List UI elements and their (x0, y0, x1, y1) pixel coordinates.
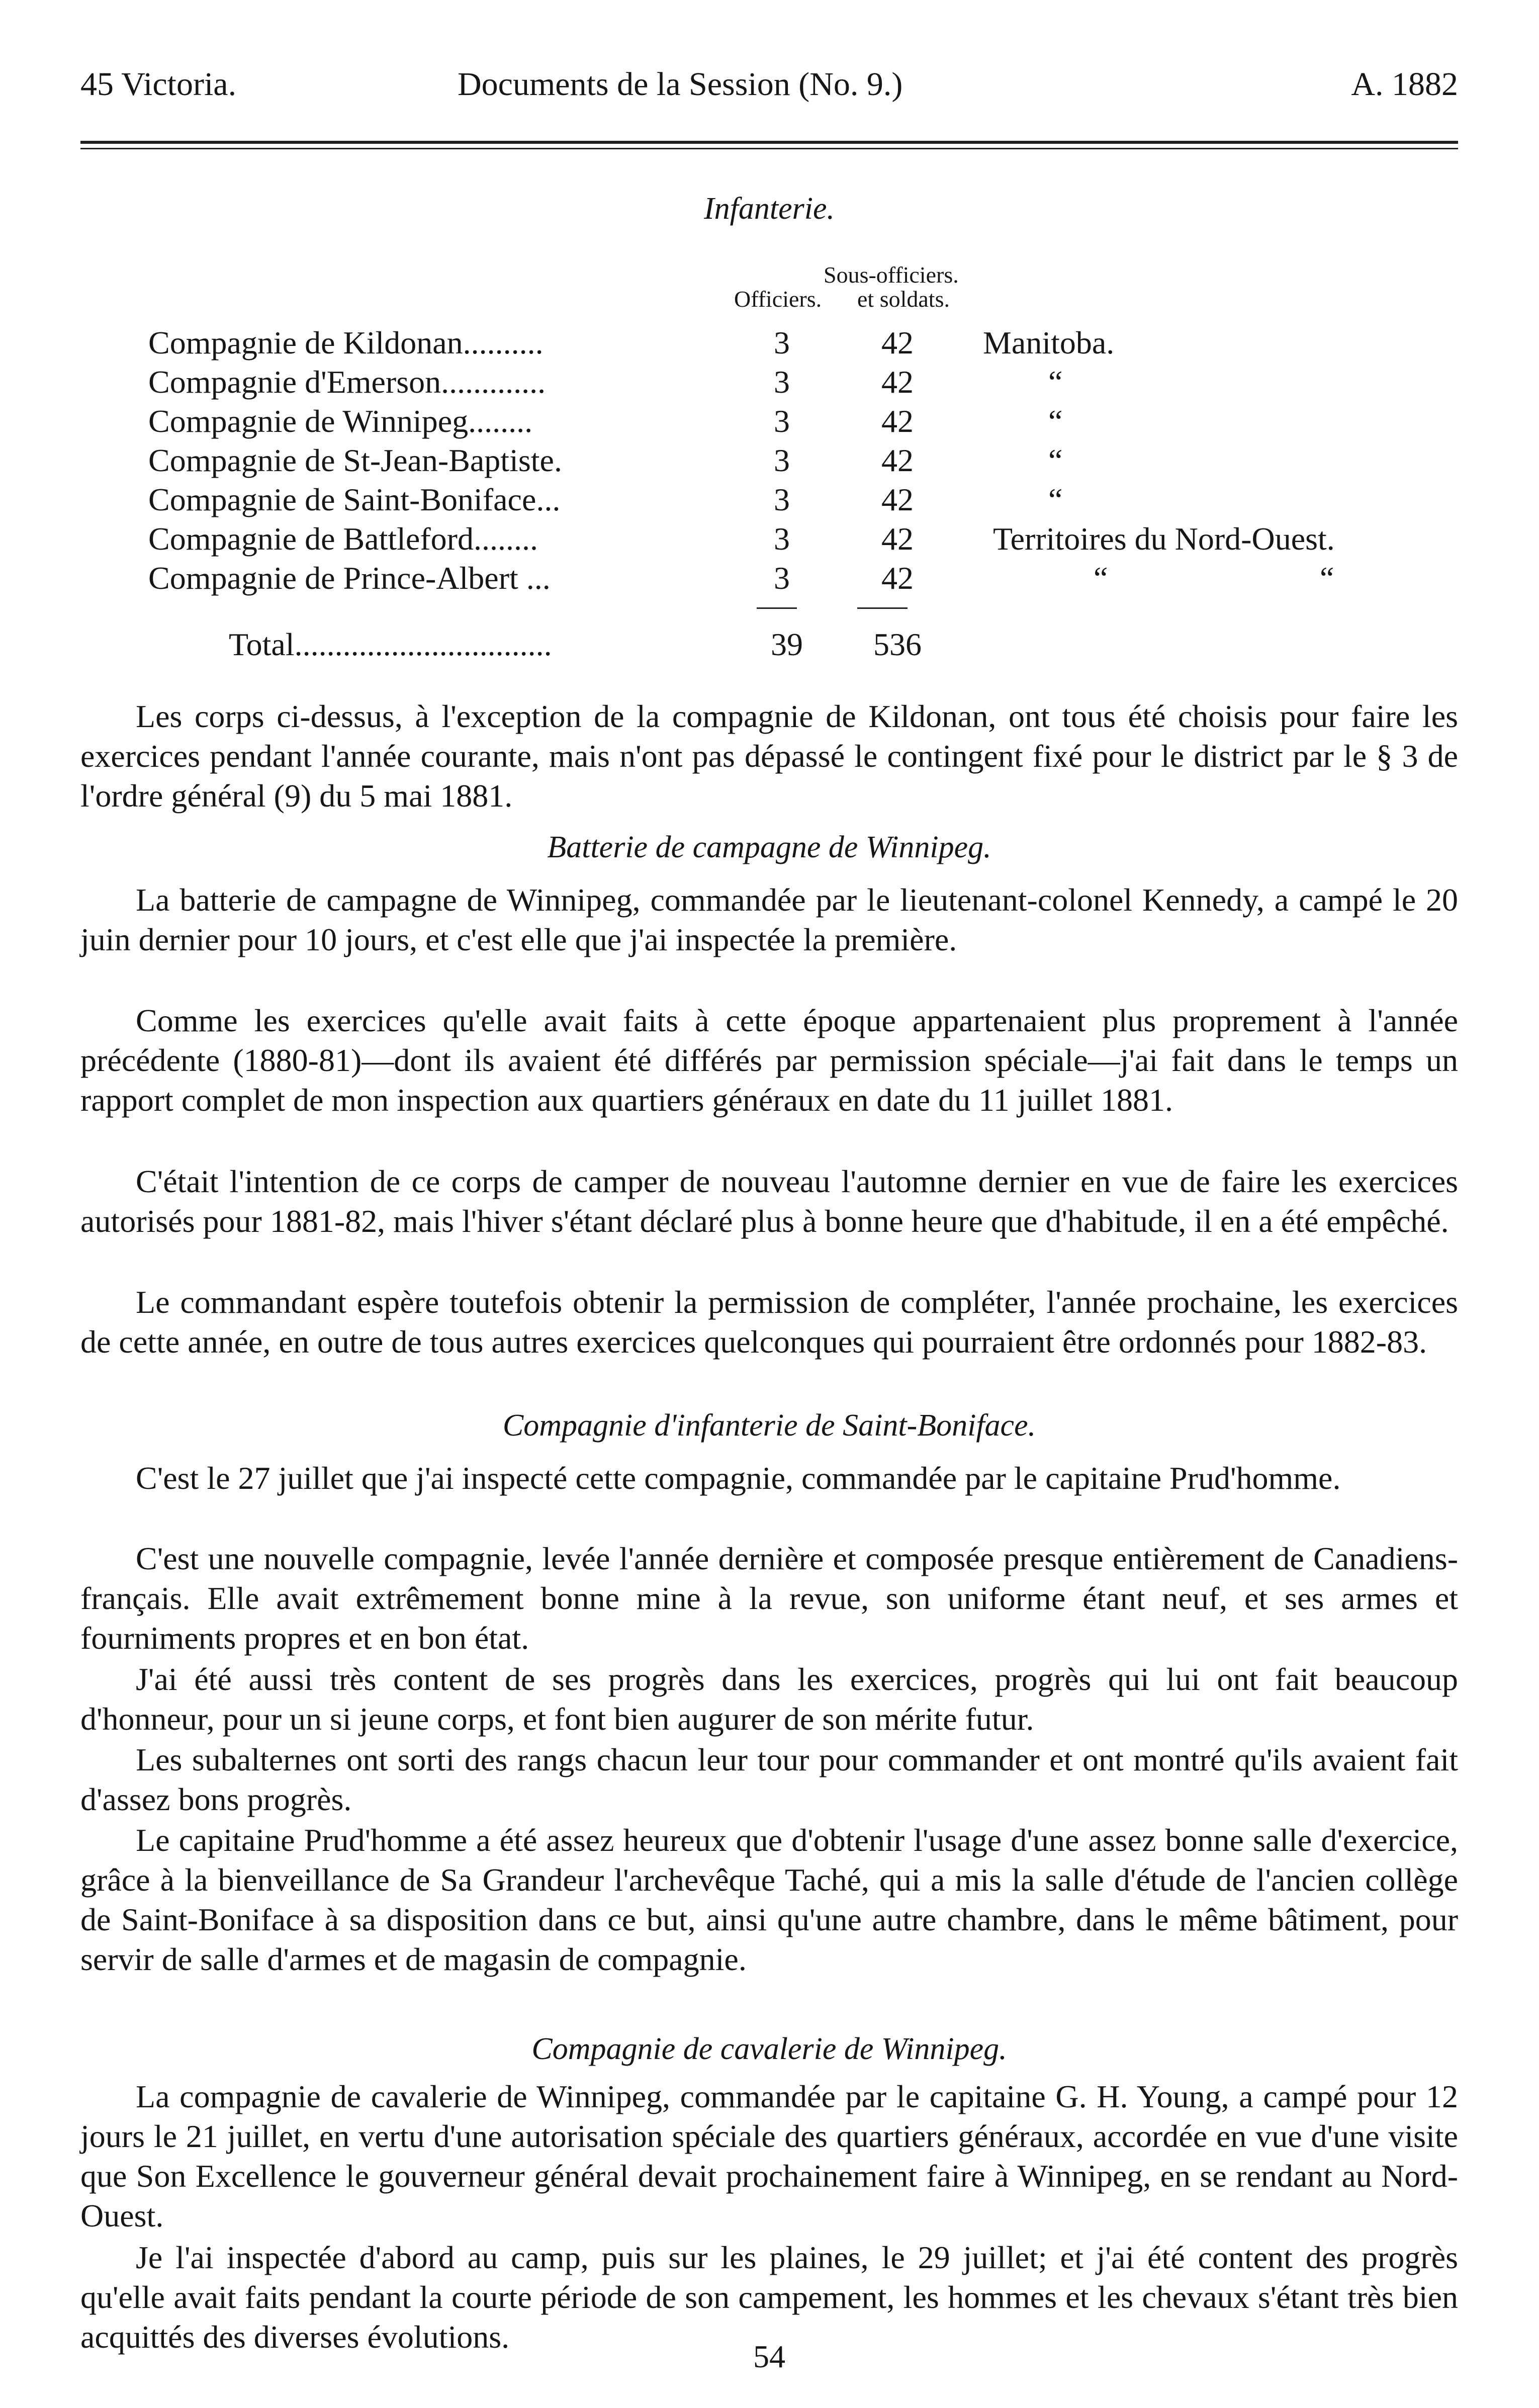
paragraph: Les subalternes ont sorti des rangs chacun leur tour pour commander et ont montré qu'ils avaient fait d'assez bons progrès. (80, 1742, 1458, 1817)
company-name: Compagnie d'Emerson............. (148, 364, 546, 400)
paragraph: Le commandant espère toutefois obtenir la permission de compléter, l'année prochaine, les exercices de cette année, en outre de tous autres exercices quelconques qui pourraient être ordonnés pour 1882-83. (80, 1284, 1458, 1360)
paragraph: C'était l'intention de ce corps de camper de nouveau l'automne dernier en vue de faire les exercices autorisés pour 1881-82, mais l'hiver s'étant déclaré plus à bonne heure que d'habitude, il en a été empêché. (80, 1164, 1458, 1239)
section-title-infanterie: Infanterie. (704, 192, 835, 226)
soldiers-count: 42 (881, 482, 914, 517)
table-row (148, 481, 1405, 520)
region: “ (1048, 442, 1063, 478)
header-rule-thin (80, 148, 1458, 149)
company-name: Compagnie de Battleford........ (148, 521, 538, 557)
header-year: A. 1882 (1351, 66, 1458, 103)
region: “ (1048, 403, 1063, 439)
soldiers-count: 42 (881, 325, 914, 361)
officers-count: 3 (774, 521, 790, 557)
paragraph: C'est le 27 juillet que j'ai inspecté cette compagnie, commandée par le capitaine Prud'homme. (136, 1460, 1341, 1496)
table-row (148, 442, 1405, 481)
paragraph: J'ai été aussi très content de ses progrès dans les exercices, progrès qui lui ont fait beaucoup d'honneur, pour un si jeune corps, et font bien augurer de son mérite futur. (80, 1661, 1458, 1737)
officers-count: 3 (774, 364, 790, 400)
paragraph: Les corps ci-dessus, à l'exception de la compagnie de Kildonan, ont tous été choisis pour faire les exercices pendant l'année courante, mais n'ont pas dépassé le contingent fixé pour le district par le § 3 de l'ordre général (9) du 5 mai 1881. (80, 698, 1458, 814)
region: “ (1094, 560, 1108, 596)
table-row (148, 520, 1405, 560)
region: “ (1048, 482, 1063, 517)
company-name: Compagnie de Kildonan.......... (148, 325, 544, 361)
paragraph: La compagnie de cavalerie de Winnipeg, commandée par le capitaine G. H. Young, a campé pour 12 jours le 21 juillet, en vertu d'une autorisation spéciale des quartiers généraux, accordée en vue d'une visite que Son Excellence le gouverneur général devait prochainement faire à Winnipeg, en se rendant au Nord-Ouest. (80, 2079, 1458, 2234)
total-rule-officers (757, 607, 797, 609)
paragraph: Comme les exercices qu'elle avait faits à cette époque appartenaient plus proprement à l'année précédente (1880-81)—dont ils avaient été différés par permission spéciale—j'ai fait dans le temps un rapport complet de mon inspection aux quartiers généraux en date du 11 juillet 1881. (80, 1003, 1458, 1118)
paragraph: C'est une nouvelle compagnie, levée l'année dernière et composée presque entièrement de Canadiens-français. Elle avait extrêmement bonne mine à la revue, son uniforme étant neuf, et ses armes et fourniments propres et en bon état. (80, 1541, 1458, 1656)
total-row (229, 626, 1486, 665)
soldiers-count: 42 (881, 364, 914, 400)
page-number: 54 (753, 2339, 785, 2374)
page-header (80, 65, 1458, 116)
company-name: Compagnie de St-Jean-Baptiste. (148, 442, 562, 478)
officers-count: 3 (774, 482, 790, 517)
region: “ (1048, 364, 1063, 400)
column-header-officers: Officiers. (734, 286, 822, 312)
soldiers-count: 42 (881, 560, 914, 596)
paragraph: La batterie de campagne de Winnipeg, commandée par le lieutenant-colonel Kennedy, a campé le 20 juin dernier pour 10 jours, et c'est elle que j'ai inspectée la première. (80, 882, 1458, 957)
table-row (148, 324, 1405, 364)
column-header-soldiers-line2: et soldats. (857, 286, 950, 312)
section-title-batterie: Batterie de campagne de Winnipeg. (547, 830, 991, 864)
header-session-year: 45 Victoria. (80, 66, 237, 103)
document-page (80, 45, 1458, 2378)
paragraph: Je l'ai inspectée d'abord au camp, puis sur les plaines, le 29 juillet; et j'ai été content des progrès qu'elle avait faits pendant la courte période de son campement, les hommes et les chevaux s'étant très bien acquittés des diverses évolutions. (80, 2240, 1458, 2355)
company-name: Compagnie de Winnipeg........ (148, 403, 533, 439)
officers-count: 3 (774, 325, 790, 361)
officers-count: 3 (774, 403, 790, 439)
soldiers-count: 42 (881, 442, 914, 478)
table-row (148, 403, 1405, 442)
total-soldiers: 536 (873, 627, 922, 662)
total-rule-soldiers (857, 607, 908, 609)
paragraph: Le capitaine Prud'homme a été assez heureux que d'obtenir l'usage d'une assez bonne salle d'exercice, grâce à la bienveillance de Sa Grandeur l'archevêque Taché, qui a mis la salle d'étude de l'ancien collège de Saint-Boniface à sa disposition dans ce but, ainsi qu'une autre chambre, dans le même bâtiment, pour servir de salle d'armes et de magasin de compagnie. (80, 1822, 1458, 1977)
region-ditto: “ (1320, 560, 1334, 596)
total-officers: 39 (771, 627, 803, 662)
company-name: Compagnie de Prince-Albert ... (148, 560, 551, 596)
soldiers-count: 42 (881, 403, 914, 439)
column-header-soldiers-line1: Sous-officiers. (824, 262, 959, 288)
table-row (148, 364, 1405, 403)
region: Territoires du Nord-Ouest. (993, 521, 1335, 557)
total-label: Total................................ (229, 627, 552, 662)
officers-count: 3 (774, 560, 790, 596)
company-name: Compagnie de Saint-Boniface... (148, 482, 561, 517)
officers-count: 3 (774, 442, 790, 478)
header-rule-thick (80, 141, 1458, 144)
table-row (148, 560, 1405, 599)
soldiers-count: 42 (881, 521, 914, 557)
section-title-cavalerie: Compagnie de cavalerie de Winnipeg. (531, 2032, 1007, 2066)
region: Manitoba. (983, 325, 1115, 361)
section-title-saint-boniface: Compagnie d'infanterie de Saint-Boniface. (502, 1408, 1036, 1443)
header-document-title: Documents de la Session (No. 9.) (458, 66, 903, 103)
